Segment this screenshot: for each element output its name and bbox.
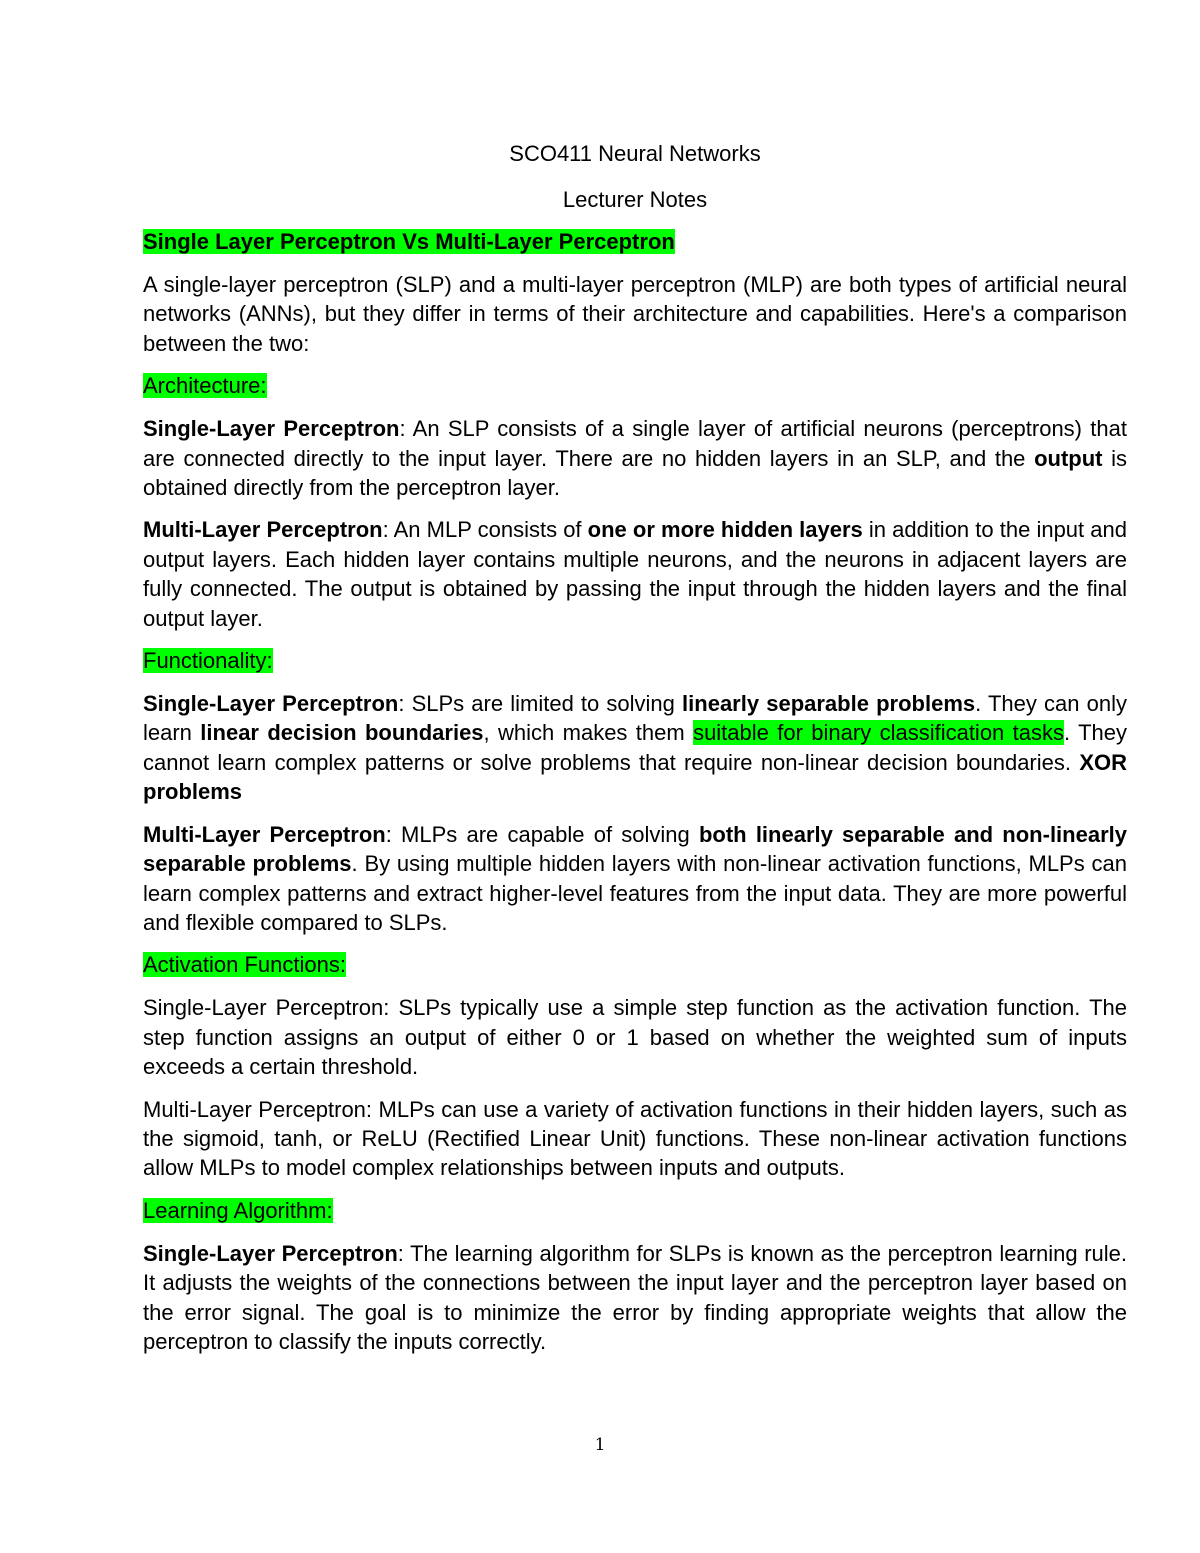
text: . By using multiple hidden layers with non-linear activation functions, MLPs can learn complex patterns and extract higher-level features from the input data. They are more powerful and flexible compared to SLPs.	[143, 851, 1127, 935]
activation-mlp-paragraph: Multi-Layer Perceptron: MLPs can use a variety of activation functions in their hidden layers, such as the sigmoid, tanh, or ReLU (Rectified Linear Unit) functions. These non-linear activation functions allow MLPs to model complex relationships between inputs and outputs.	[143, 1096, 1127, 1181]
bold-output: output	[1034, 445, 1103, 471]
section-heading-architecture: Architecture:	[143, 373, 267, 399]
section-heading-functionality-block	[143, 646, 1127, 676]
document-subtitle: Lecturer Notes	[562, 187, 708, 212]
architecture-slp-paragraph	[143, 414, 1127, 502]
section-heading-activation-block	[143, 950, 1127, 980]
section-heading-learning-block	[143, 1196, 1127, 1226]
architecture-mlp-paragraph	[143, 515, 1127, 633]
section-heading-activation: Activation Functions:	[143, 952, 346, 978]
text: . They can only learn	[143, 691, 1127, 746]
text: : An SLP consists of a single layer of artificial neurons (perceptrons) that are connected directly to the input layer. There are no hidden layers in an SLP, and the	[143, 416, 1127, 471]
page-number: 1	[594, 1435, 606, 1455]
bold-linearly-separable: linearly separable problems	[682, 691, 976, 717]
main-heading: Single Layer Perceptron Vs Multi-Layer Perceptron	[143, 229, 675, 254]
text: . They cannot learn complex patterns or solve problems that require non-linear decision boundaries.	[143, 720, 1127, 775]
text: : SLPs are limited to solving	[398, 691, 683, 717]
section-heading-functionality: Functionality:	[143, 648, 273, 674]
document-title: SCO411 Neural Networks	[509, 141, 761, 166]
text: , which makes them	[483, 720, 694, 746]
highlight-binary-classification: suitable for binary classification tasks	[693, 720, 1064, 746]
term-mlp: Multi-Layer Perceptron	[143, 821, 386, 847]
term-mlp: Multi-Layer Perceptron	[143, 517, 383, 543]
learning-slp-paragraph	[143, 1239, 1127, 1357]
bold-both-problems: both linearly separable and non-linearly separable problems	[143, 821, 1127, 877]
main-heading-block	[143, 227, 1127, 257]
text: in addition to the input and output layers. Each hidden layer contains multiple neurons, and the neurons in adjacent layers are fully connected. The output is obtained by passing the input through the hidden layers and the final output layer.	[143, 517, 1127, 631]
document-page	[143, 139, 1127, 1369]
bold-hidden-layers: one or more hidden layers	[587, 517, 863, 543]
text: : MLPs are capable of solving	[385, 821, 699, 847]
bold-linear-boundaries: linear decision boundaries	[200, 720, 484, 746]
section-heading-learning: Learning Algorithm:	[143, 1197, 333, 1223]
intro-paragraph: A single-layer perceptron (SLP) and a multi-layer perceptron (MLP) are both types of artificial neural networks (ANNs), but they differ in terms of their architecture and capabilities. Here's a comparison between the two:	[143, 272, 1127, 356]
bold-xor-problems: XOR problems	[143, 749, 1127, 805]
section-heading-architecture-block	[143, 371, 1127, 401]
functionality-mlp-paragraph	[143, 820, 1127, 938]
text: : An MLP consists of	[382, 517, 588, 543]
term-slp: Single-Layer Perceptron	[143, 416, 400, 442]
term-slp: Single-Layer Perceptron	[143, 691, 399, 717]
text: is obtained directly from the perceptron layer.	[143, 445, 1128, 501]
activation-slp-paragraph: Single-Layer Perceptron: SLPs typically use a simple step function as the activation function. The step function assigns an output of either 0 or 1 based on whether the weighted sum of inputs exceeds a certain threshold.	[143, 995, 1127, 1080]
text: : The learning algorithm for SLPs is known as the perceptron learning rule. It adjusts the weights of the connections between the input layer and the perceptron layer based on the error signal. The goal is to minimize the error by finding appropriate weights that allow the perceptron to classify the inputs correctly.	[143, 1240, 1127, 1354]
functionality-slp-paragraph	[143, 689, 1127, 807]
term-slp: Single-Layer Perceptron	[143, 1240, 398, 1266]
